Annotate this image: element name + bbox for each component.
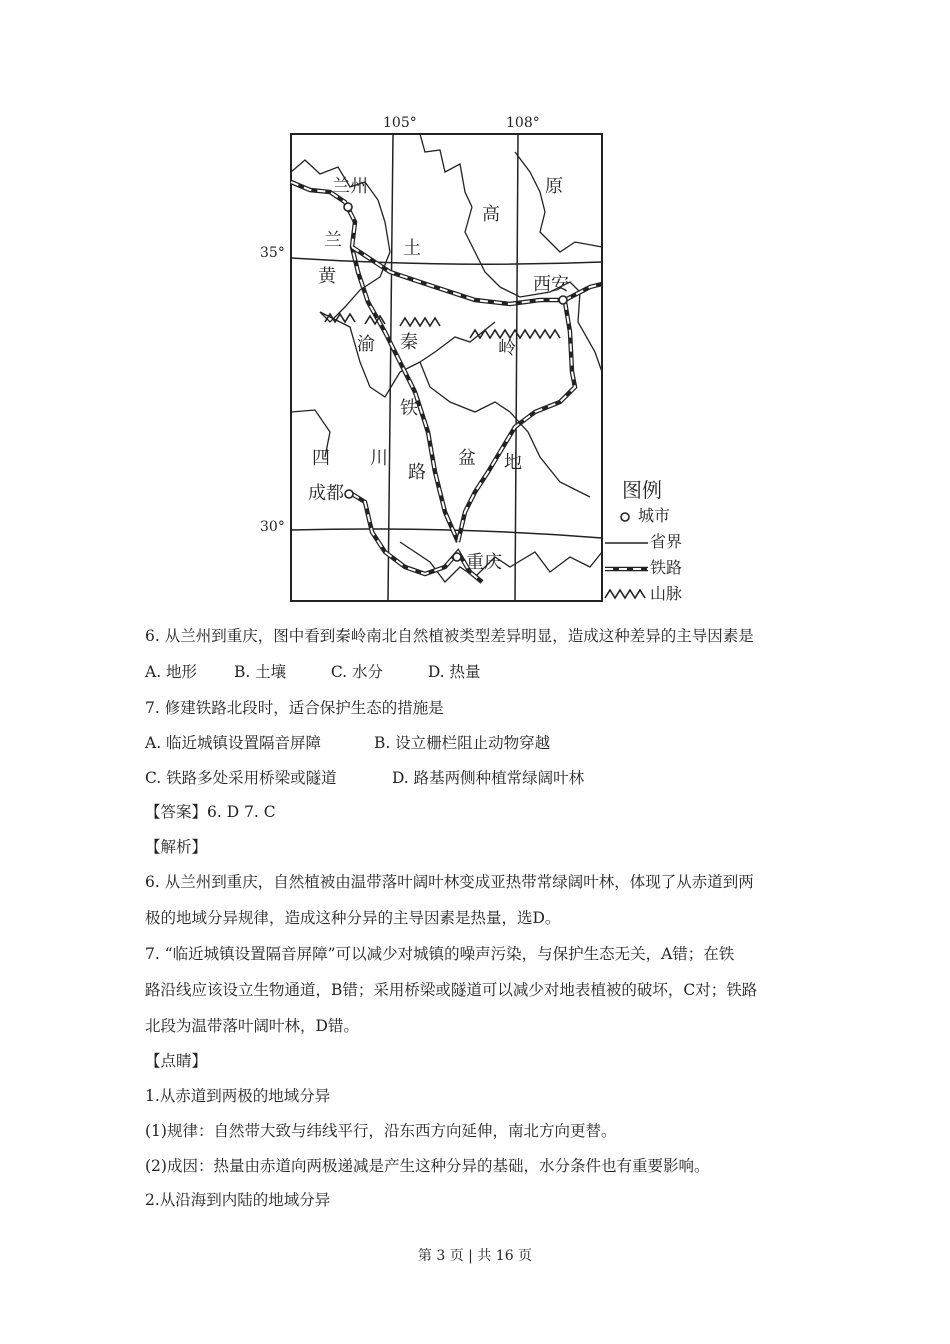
explanation-7-line3: 北段为温带落叶阔叶林，D错。: [145, 1017, 359, 1035]
label-di: 地: [504, 452, 522, 473]
meridian-105: [388, 134, 393, 601]
explanation-7-line1: 7. “临近城镇设置隔音屏障”可以减少对城镇的噪声污染，与保护生态无关，A错；在铁: [145, 945, 735, 963]
label-pen: 盆: [458, 448, 476, 469]
point-1-title: 1.从赤道到两极的地域分异: [145, 1087, 331, 1105]
legend-title: 图例: [622, 478, 662, 502]
city-chengdu-marker: [345, 490, 353, 498]
label-lanzhou: 兰州: [332, 176, 368, 197]
label-qin: 秦: [400, 332, 418, 353]
label-tie: 铁: [400, 398, 418, 419]
explanation-6-line2: 极的地域分异规律，造成这种分异的主导因素是热量，选D。: [145, 909, 561, 927]
legend-border: 省界: [650, 532, 683, 551]
label-chuan: 川: [370, 448, 388, 469]
page-footer: 第 3 页 | 共 16 页: [417, 1248, 533, 1264]
q7-option-a: A. 临近城镇设置隔音屏障: [145, 734, 322, 752]
lat-30-label: 30°: [260, 519, 285, 535]
label-lan: 兰: [324, 230, 342, 251]
legend-mountain: 山脉: [650, 584, 683, 603]
map-drawing: [260, 112, 700, 606]
question-6: 6. 从兰州到重庆，图中看到秦岭南北自然植被类型差异明显，造成这种差异的主导因素是: [145, 627, 754, 645]
answer-line: 【答案】6. D 7. C: [145, 803, 276, 821]
label-xian: 西安: [533, 274, 569, 295]
label-yu: 渝: [357, 334, 375, 355]
legend-city: 城市: [638, 506, 671, 525]
comment-heading: 【点睛】: [145, 1052, 208, 1070]
parallel-35: [291, 258, 602, 264]
lon-105-label: 105°: [383, 115, 417, 131]
point-2-title: 2.从沿海到内陆的地域分异: [145, 1191, 331, 1209]
explanation-6-line1: 6. 从兰州到重庆，自然植被由温带落叶阔叶林变成亚热带常绿阔叶林，体现了从赤道到两: [145, 873, 754, 891]
q7-option-d: D. 路基两侧种植常绿阔叶林: [391, 769, 585, 787]
legend-mountain-symbol: [605, 590, 645, 598]
label-chengdu: 成都: [308, 483, 344, 504]
q6-option-d: D. 热量: [427, 663, 481, 681]
point-1-cause: (2)成因：热量由赤道向两极递减是产生这种分异的基础，水分条件也有重要影响。: [145, 1157, 710, 1175]
question-7-options-row1: [145, 731, 550, 753]
map-figure: [260, 112, 700, 606]
analysis-heading: 【解析】: [145, 838, 208, 856]
q6-option-c: C. 水分: [330, 663, 384, 681]
city-xian-marker: [559, 296, 567, 304]
question-7: 7. 修建铁路北段时，适合保护生态的措施是: [145, 699, 444, 717]
label-si: 四: [312, 448, 330, 469]
label-chongqing: 重庆: [466, 552, 502, 573]
label-gao: 高: [482, 204, 500, 225]
q6-option-a: A. 地形: [145, 663, 198, 681]
meridian-108: [515, 134, 518, 601]
label-ling: 岭: [498, 338, 516, 359]
q7-option-c: C. 铁路多处采用桥梁或隧道: [145, 769, 337, 787]
label-huang: 黄: [318, 266, 336, 287]
question-7-options-row2: [145, 766, 584, 788]
question-6-options: [145, 660, 481, 682]
map-frame: [291, 134, 602, 601]
legend-city-symbol: [621, 513, 629, 521]
lon-108-label: 108°: [506, 115, 540, 131]
q6-option-b: B. 土壤: [233, 663, 287, 681]
point-1-rule: (1)规律：自然带大致与纬线平行，沿东西方向延伸，南北方向更替。: [145, 1122, 617, 1140]
city-chongqing-marker: [453, 553, 461, 561]
label-tu: 土: [403, 238, 421, 259]
parallel-30: [291, 529, 602, 538]
legend-railway: 铁路: [650, 558, 683, 577]
q7-option-b: B. 设立栅栏阻止动物穿越: [373, 734, 551, 752]
explanation-7-line2: 路沿线应该设立生物通道，B错；采用桥梁或隧道可以减少对地表植被的破坏，C对；铁路: [145, 981, 758, 999]
lat-35-label: 35°: [260, 245, 285, 261]
label-lu: 路: [408, 462, 426, 483]
label-yuan: 原: [545, 176, 563, 197]
city-lanzhou-marker: [344, 203, 352, 211]
